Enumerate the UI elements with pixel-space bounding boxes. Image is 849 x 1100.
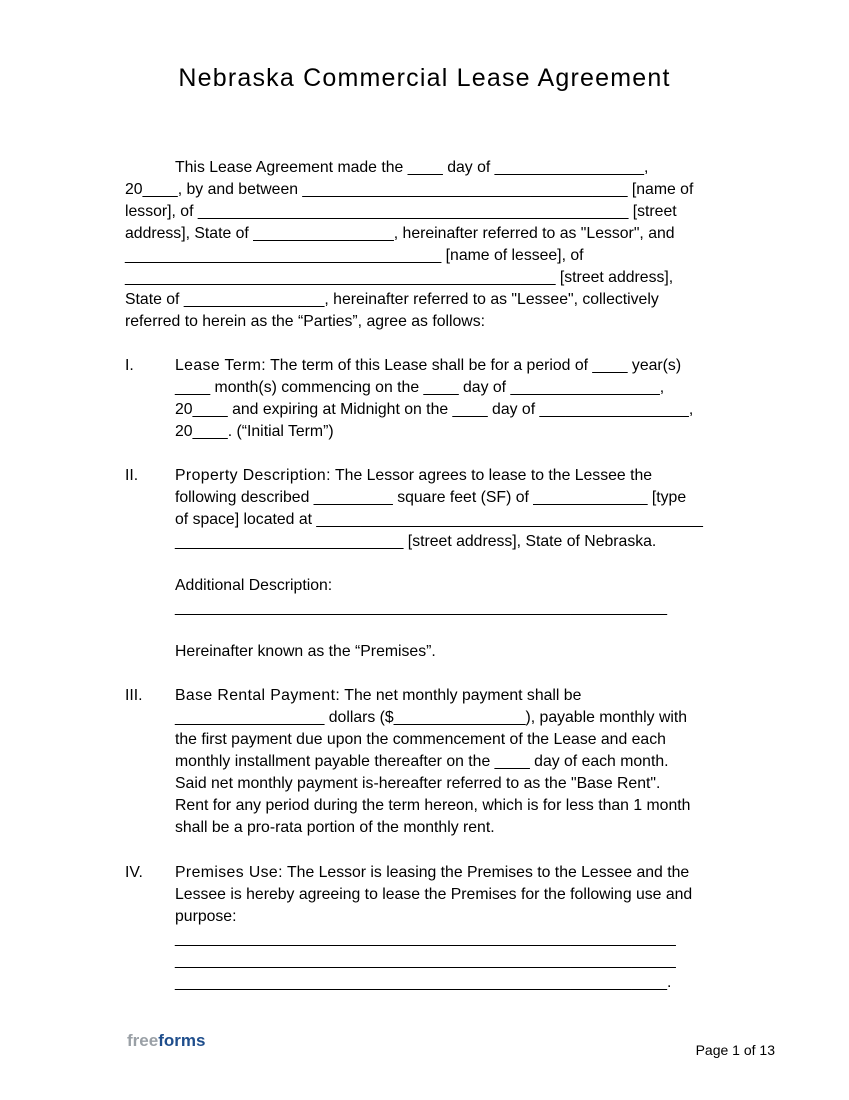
document-title: Nebraska Commercial Lease Agreement bbox=[178, 64, 671, 92]
section-line: ____ month(s) commencing on the ____ day of _________________, bbox=[175, 379, 665, 396]
section-line: 20____ and expiring at Midnight on the ____ day of _________________, bbox=[175, 401, 694, 418]
additional-description-label: Additional Description: bbox=[175, 577, 333, 594]
section-first-line bbox=[175, 355, 681, 377]
page-number: Page 1 of 13 bbox=[695, 1042, 775, 1058]
logo-free-text: free bbox=[127, 1031, 159, 1050]
section-line: __________________________ [street address], State of Nebraska. bbox=[175, 533, 657, 550]
section-first-line bbox=[175, 465, 652, 487]
section-numeral: III. bbox=[125, 687, 143, 704]
intro-line: State of ________________, hereinafter referred to as "Lessee", collectively bbox=[125, 291, 659, 308]
section-first-line bbox=[175, 862, 689, 884]
section-line: shall be a pro-rata portion of the monthly rent. bbox=[175, 819, 495, 836]
intro-line: referred to herein as the “Parties”, agree as follows: bbox=[125, 313, 485, 330]
section-line: of space] located at ____________________________________________ bbox=[175, 511, 703, 528]
additional-description-line: ________________________________________________________ bbox=[175, 599, 667, 616]
section-line: _________________ dollars ($_______________), payable monthly with bbox=[175, 709, 688, 726]
section-heading: Base Rental Payment: bbox=[175, 687, 341, 704]
section-line: monthly installment payable thereafter on the ____ day of each month. bbox=[175, 753, 669, 770]
section-line: purpose: bbox=[175, 908, 237, 925]
blank-line: ________________________________________________________. bbox=[175, 974, 672, 991]
section-text: The term of this Lease shall be for a period of ____ year(s) bbox=[266, 357, 682, 374]
intro-line: 20____, by and between _____________________________________ [name of bbox=[125, 181, 694, 198]
section-text: The Lessor is leasing the Premises to the Lessee and the bbox=[282, 864, 690, 881]
intro-line: _________________________________________________ [street address], bbox=[125, 269, 674, 286]
section-line: Rent for any period during the term hereon, which is for less than 1 month bbox=[175, 797, 691, 814]
section-line: Said net monthly payment is-hereafter referred to as the "Base Rent". bbox=[175, 775, 661, 792]
section-numeral: II. bbox=[125, 467, 139, 484]
section-numeral: IV. bbox=[125, 864, 143, 881]
freeforms-logo[interactable] bbox=[127, 1030, 205, 1052]
intro-line: address], State of ________________, hereinafter referred to as "Lessor", and bbox=[125, 225, 675, 242]
intro-line: This Lease Agreement made the ____ day of _________________, bbox=[175, 159, 649, 176]
blank-line: _________________________________________________________ bbox=[175, 952, 676, 969]
intro-line: lessor], of _________________________________________________ [street bbox=[125, 203, 677, 220]
blank-line: _________________________________________________________ bbox=[175, 930, 676, 947]
section-heading: Lease Term: bbox=[175, 357, 267, 374]
section-heading: Property Description: bbox=[175, 467, 331, 484]
section-heading: Premises Use: bbox=[175, 864, 283, 881]
section-line: 20____. (“Initial Term”) bbox=[175, 423, 334, 440]
section-text: The net monthly payment shall be bbox=[340, 687, 582, 704]
section-first-line bbox=[175, 685, 581, 707]
section-line: Lessee is hereby agreeing to lease the Premises for the following use and bbox=[175, 886, 693, 903]
section-line: the first payment due upon the commencement of the Lease and each bbox=[175, 731, 666, 748]
section-text: The Lessor agrees to lease to the Lessee the bbox=[330, 467, 653, 484]
intro-line: ____________________________________ [name of lessee], of bbox=[125, 247, 584, 264]
logo-forms-text: forms bbox=[158, 1031, 206, 1050]
section-numeral: I. bbox=[125, 357, 134, 374]
section-line: following described _________ square feet (SF) of _____________ [type bbox=[175, 489, 687, 506]
premises-definition: Hereinafter known as the “Premises”. bbox=[175, 643, 436, 660]
